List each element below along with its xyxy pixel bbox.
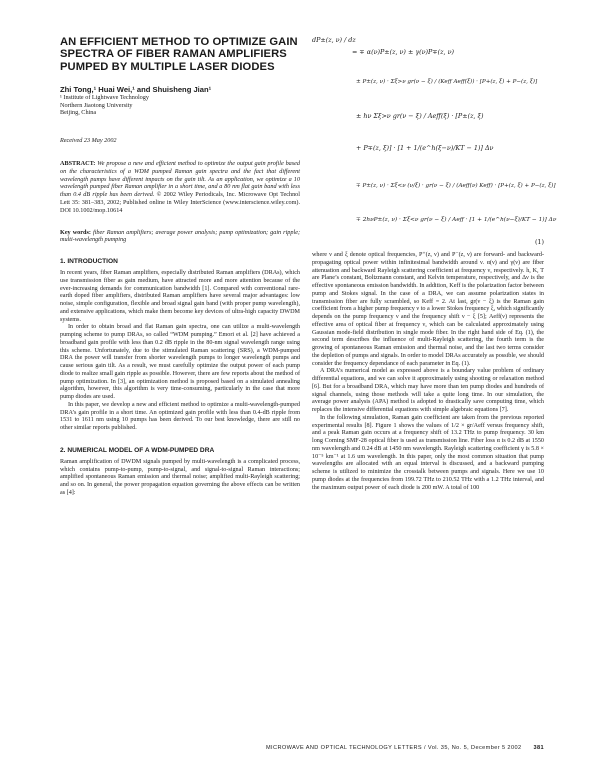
- equation-line-4: + P∓(z, ξ)] · [1 + 1/(e^h(ξ−ν)/KT − 1)] Δν: [356, 144, 494, 152]
- page-footer: [60, 745, 544, 751]
- affiliation-line-2: Northern Jiaotong University: [60, 101, 133, 109]
- equation-number: (1): [534, 238, 544, 246]
- equation-line-6: ∓ 2hνP±(z, ν) · Σξ<ν gr(ν − ξ) / Aeff · [1 + 1/(e^h(ν−ξ)/KT − 1)] Δν: [356, 217, 557, 223]
- abstract-label: ABSTRACT:: [60, 160, 96, 167]
- right-column: [312, 36, 557, 492]
- abstract: [60, 160, 300, 215]
- author-list: Zhi Tong,¹ Huai Wei,¹ and Shuisheng Jian¹: [60, 85, 212, 95]
- keywords-label: Key words:: [60, 228, 91, 236]
- intro-paragraph-2: In order to obtain broad and flat Raman gain spectra, one can utilize a multi-wavelength pumping scheme to pump DRAs, so called “WDM pumping.” Emori et al. [2] have achieved a broadband gain profile with less than 0.2 dB ripple in the 80-nm signal wavelength range using this scheme. Unfortunately, due to the stimulated Raman scattering (SRS), a WDM-pumped DRA the power will transfer from shorter wavelength pumps to longer wavelength pumps and cause serious gain tilt. As a result, we must carefully optimize the output power of each pump diode to realize small gain ripple as possible. However, there are few reports about the method of pump optimization. In [3], an optimization method is proposed based on a simulated annealing algorithm, however, this algorithm is very time-consuming, particularly in the case that more pump diodes are used.: [60, 324, 300, 401]
- equation-line-5: ∓ P±(z, ν) · Σξ<ν (ν/ξ) · gr(ν − ξ) / (Aeff(ν) Keff) · [P+(z, ξ) + P−(z, ξ)]: [356, 183, 556, 189]
- keywords: [60, 229, 300, 245]
- right-paragraph-2: A DRA’s numerical model as expressed above is a boundary value problem of ordinary differential equations, and we can solve it approximately using shooting or relaxation method [6]. But for a broadband DRA, which may have more than ten pump diodes and hundreds of signal channels, using those methods will take a quite long time. In our simulation, the average power analysis (APA) method is adopted to drastically save computing time, which replaces the intensive differential equations with simple algebraic equations [7].: [312, 368, 544, 413]
- abstract-copyright: © 2002 Wiley Periodicals, Inc. Microwave Opt Technol Lett 35: 381–383, 2002; Published online in Wiley InterScience (www.interscience.wiley.com). DOI 10.1002/mop.10614: [60, 191, 300, 214]
- page-number: 381: [533, 745, 544, 751]
- journal-citation: MICROWAVE AND OPTICAL TECHNOLOGY LETTERS / Vol. 35, No. 5, December 5 2002: [265, 745, 522, 751]
- equation-line-3: ± hν Σξ>ν gr(ν − ξ) / Aeff(ξ) · [P±(z, ξ): [356, 112, 484, 120]
- intro-paragraph-3: In this paper, we develop a new and efficient method to optimize a multi-wavelength-pumped DRA’s gain profile in a short time. An optimized gain profile with less than 0.4-dB ripple from 1531 to 1611 nm using 10 pumps has been derived. To our best knowledge, there are still no other similar reports published.: [60, 401, 300, 432]
- right-paragraph-3: In the following simulation, Raman gain coefficient are taken from the previous reported experimental results [8]. Figure 1 shows the values of 1/2 × gr/Aeff versus frequency shift, and a peak Raman gain occurs at a frequency shift of 13.2 THz to pump frequency. 30 km long Corning SMF-28 optical fiber is used as transmission line. Fiber loss α is 0.2 dB at 1550 nm wavelength and 0.24 dB at 1450 nm wavelength. Rayleigh scattering coefficient γ is 5.8 × 10⁻⁵ km⁻¹ at 1.6 um wavelength. In this paper, only the most common situation that pump wavelengths are allocated with an equal interval is discussed, and a backward pumping scheme is utilized to minimize the crosstalk between pumps and signals. Here we use 10 pump diodes at the frequencies from 199.72 THz to 210.52 THz with a 1.2 THz interval, and the maximum output power of each diode is 200 mW. A total of 100: [312, 414, 544, 491]
- affiliation-line-1: ¹ Institute of Lightwave Technology: [60, 94, 149, 102]
- equation-lhs: dP±(z, ν) / dz: [312, 36, 356, 44]
- received-date: Received 23 May 2002: [60, 137, 117, 144]
- section-heading-introduction: 1. INTRODUCTION: [60, 258, 118, 266]
- equation-line-1: = ∓ α(ν)P±(z, ν) ± γ(ν)P∓(z, ν): [352, 48, 454, 56]
- equation-1: [312, 36, 557, 248]
- intro-paragraph-1: In recent years, fiber Raman amplifiers, especially distributed Raman amplifiers (DRAs), which use transmission fiber as gain medium, have attracted more and more attention because of the ever-increasing demands for communication bandwidth [1]. Compared with conventional rare-earth doped fiber amplifiers, distributed Raman amplifiers have several major advantages: low noise, simple configuration, flexible and broad signal gain band (with proper pump wavelength), and extensive applications, which make them become key devices of ultra-high capacity DWDM systems.: [60, 270, 300, 323]
- left-column: [60, 36, 300, 498]
- equation-line-2: ± P±(z, ν) · Σξ>ν gr(ν − ξ) / (Keff Aeff(ξ)) · [P+(z, ξ) + P−(z, ξ)]: [356, 79, 538, 85]
- article-title: AN EFFICIENT METHOD TO OPTIMIZE GAIN SPECTRA OF FIBER RAMAN AMPLIFIERS PUMPED BY MULTIPLE LASER DIODES: [60, 36, 298, 73]
- model-paragraph-1: Raman amplification of DWDM signals pumped by multi-wavelength is a complicated process, which contains pump-to-pump, pump-to-signal, and signal-to-signal Raman interactions; amplified spontaneous Raman emission and thermal noise; amplified multi-Rayleigh scattering; and so on. In general, the power propagation equation governing the above effects can be written as [4]:: [60, 458, 300, 496]
- abstract-body: We propose a new and efficient method to optimize the output gain profile based on the characteristics of a WDM pumped Raman gain spectra and the fact that different wavelength pumps have different impacts on the gain tilt. As an application, we optimize a 10 wavelength pumped fiber Raman amplifier in a short time, and a 80 nm flat gain band with less than 0.4 dB ripple has been derived.: [60, 160, 301, 199]
- keywords-body: fiber Raman amplifiers; average power analysis; pump optimization; gain ripple; multi-wavelength pumping: [60, 228, 301, 244]
- right-paragraph-1: where ν and ξ denote optical frequencies, P⁺(z, ν) and P⁻(z, ν) are forward- and backward-propagating optical power within infinitesimal bandwidth around ν. α(ν) and γ(ν) are fiber attenuation and backward Rayleigh scattering coefficient at frequency ν, respectively. h, K, T are Plane’s constant, Boltzmann constant, and Kelvin temperature, respectively, and Δν is the effective spontaneous emission bandwidth. In addition, Keff is the polarization factor between pump and Stokes signal. In the case of a DRA, we can assume polarization states in transmission fiber are fully scrambled, so Keff = 2. At last, gr(ν − ξ) is the Raman gain coefficient from a higher pump frequency ν to a lower Stokes frequency ξ, which significantly depends on the pump frequency ν and the frequency shift ν − ξ [5]; Aeff(ν) represents the effective area of optical fiber at frequency ν, which can be calculated approximately using Gaussian mode-field distribution in single mode fiber. In the right hand side of Eq. (1), the second term describes the influence of multi-Rayleigh scattering, the fourth term is the growing of spontaneous Raman emission and thermal noise, and the last two terms consider the depletion of pumps and signals. In order to model DRAs accurately as possible, we should consider the frequency dependance of each parameter in Eq. (1).: [312, 252, 544, 367]
- affiliation-line-3: Beijing, China: [60, 109, 97, 117]
- section-heading-model: 2. NUMERICAL MODEL OF A WDM-PUMPED DRA: [60, 446, 215, 454]
